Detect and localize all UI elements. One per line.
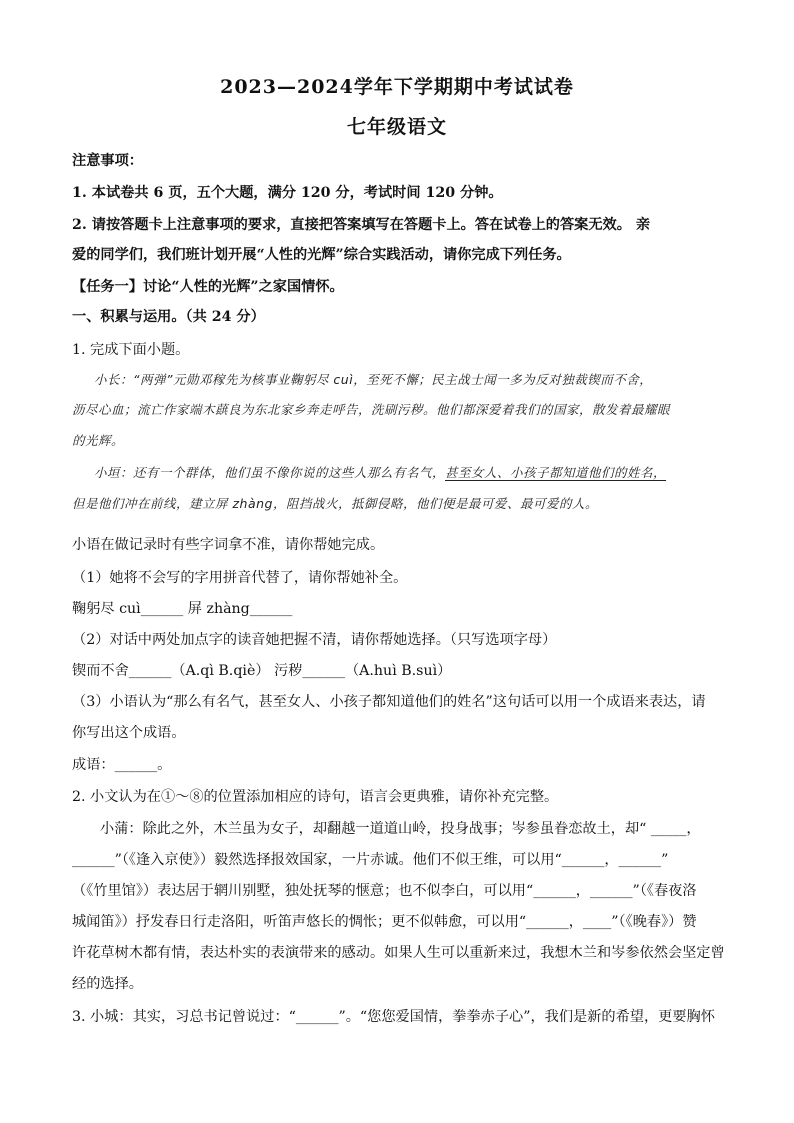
note-b-underlined: 甚至女人、小孩子都知道他们的姓名， [445, 465, 667, 480]
notice-item-1: 1. 本试卷共 6 页，五个大题，满分 120 分，考试时间 120 分钟。 [72, 185, 503, 201]
note-b-line-2: 但是他们冲在前线，建立屏 zhàng，阻挡战火，抵御侵略，他们便是最可爱、最可爱的人。 [72, 496, 598, 511]
section-1-heading: 一、积累与运用。（共 24 分） [72, 309, 265, 325]
notice-item-2b: 爱的同学们，我们班计划开展“人性的光辉”综合实践活动，请你完成下列任务。 [72, 247, 571, 263]
exam-title: 2023—2024学年下学期期中考试试卷 [220, 76, 574, 98]
notice-heading: 注意事项： [72, 153, 143, 169]
question-1-sub-3-a: （3）小语认为“那么有名气，甚至女人、小孩子都知道他们的姓名”这句话可以用一个成语来表达，请 [72, 694, 706, 710]
question-1-sub-3-b: 你写出这个成语。 [72, 725, 186, 741]
question-2-para-5: 许花草树木都有情，表达朴实的表演带来的感动。如果人生可以重新来过，我想木兰和岑参依然会坚定曾 [72, 945, 725, 961]
question-1-stem: 1. 完成下面小题。 [72, 342, 190, 358]
notice-item-2a: 2. 请按答题卡上注意事项的要求，直接把答案填写在答题卡上。答在试卷上的答案无效。 亲 [72, 217, 651, 233]
question-1-sub-1: （1）她将不会写的字用拼音代替了，请你帮她补全。 [72, 570, 408, 586]
question-2-para-4: 城闻笛》）抒发春日行走洛阳，听笛声悠长的惆怅；更不似韩愈，可以用“______，____”（《晚春》）赞 [72, 914, 697, 930]
question-2-stem: 2. 小文认为在①～⑧的位置添加相应的诗句，语言会更典雅，请你补充完整。 [72, 789, 559, 805]
note-a-line-2: 沥尽心血；流亡作家端木蕻良为东北家乡奔走呼告，洗刷污秽。他们都深爱着我们的国家，散发着最耀眼 [72, 402, 671, 417]
question-1-sub-2: （2）对话中两处加点字的读音她把握不清，请你帮她选择。（只写选项字母） [72, 632, 557, 648]
question-2-para-2: ______”（《逢入京使》）毅然选择报效国家，一片赤诚。他们不似王维，可以用“______，______” [72, 852, 669, 868]
note-b-line-1 [94, 463, 734, 481]
question-2-para-6: 经的选择。 [72, 976, 143, 992]
question-1-sub-2-answers: 锲而不舍______（A.qì B.qiè） 污秽______（A.huì B.suì） [72, 663, 452, 679]
exam-subtitle: 七年级语文 [346, 116, 447, 138]
note-a-line-1: 小长：“两弹”元勋邓稼先为核事业鞠躬尽 cuì，至死不懈；民主战士闻一多为反对独裁锲而不舍， [94, 372, 653, 387]
question-1-sub-3-answer: 成语：______。 [72, 757, 172, 773]
question-3-line: 3. 小城：其实，习总书记曾说过：“______”。“您您爱国情，拳拳赤子心”，我们是新的希望，更要胸怀 [72, 1009, 715, 1025]
question-2-para-3: （《竹里馆》）表达居于辋川别墅，独处抚琴的惬意；也不似李白，可以用“______，______”（《春夜洛 [72, 883, 697, 899]
question-1-sub-1-answers: 鞠躬尽 cuì______ 屏 zhàng______ [72, 601, 293, 617]
question-1-intro: 小语在做记录时有些字词拿不准，请你帮她完成。 [72, 537, 385, 553]
note-a-line-3: 的光辉。 [72, 433, 125, 448]
question-2-para-1: 小蒲：除此之外，木兰虽为女子，却翻越一道道山岭，投身战事；岑参虽眷恋故土，却“ _____， [100, 821, 701, 837]
task-1-heading: 【任务一】讨论“人性的光辉”之家国情怀。 [72, 279, 344, 295]
note-b-plain: 小垣：还有一个群体，他们虽不像你说的这些人那么有名气， [94, 465, 446, 480]
